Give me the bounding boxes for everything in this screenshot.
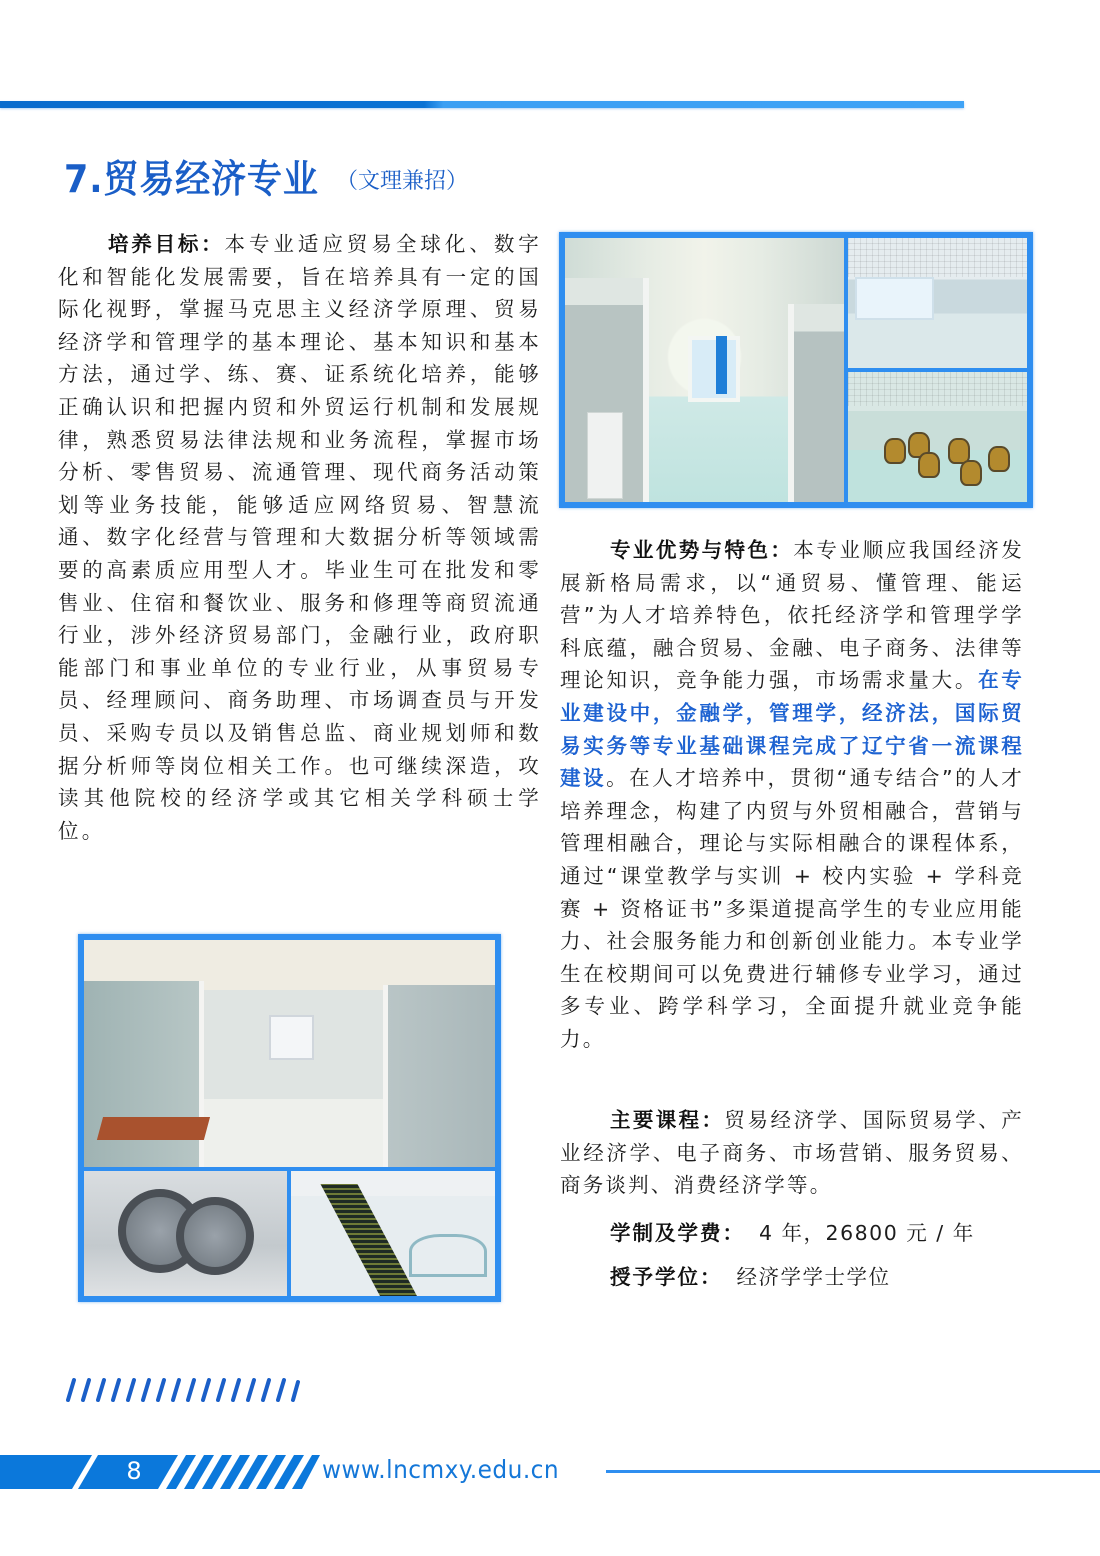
photo-escalator bbox=[291, 1171, 495, 1296]
advantages-highlight: 在专业建设中，金融学，管理学，经济法，国际贸易实务等专业基础课程完成了辽宁省一流课程建设 bbox=[560, 668, 1024, 791]
major-title: 7.贸易经济专业 bbox=[64, 157, 319, 201]
courses-label: 主要课程： bbox=[610, 1108, 725, 1132]
training-goal-paragraph bbox=[58, 228, 542, 847]
photo-collage-top bbox=[559, 232, 1033, 508]
degree-row bbox=[610, 1260, 891, 1290]
major-subtitle: （文理兼招） bbox=[335, 169, 468, 194]
advantages-label: 专业优势与特色： bbox=[610, 538, 794, 562]
website-url: www.lncmxy.edu.cn bbox=[322, 1455, 560, 1484]
duration-fee-row bbox=[610, 1216, 975, 1246]
duration-fee-value: 4 年，26800 元 / 年 bbox=[759, 1221, 975, 1245]
advantages-text-after: 。在人才培养中，贯彻“通专结合”的人才培养理念，构建了内贸与外贸相融合，营销与管理相融合，理论与实际相融合的课程体系，通过“课堂教学与实训 + 校内实验 + 学科竞赛 + 资格证书”多渠道提高学生的专业应用能力、社会服务能力和创新创业能力。本专业学生在校期间可以免费进行辅修专业学习，通过多专业、跨学科学习，全面提升就业竞争能力。 bbox=[560, 766, 1024, 1051]
photo-dormitory-room bbox=[565, 238, 844, 502]
training-goal-text: 本专业适应贸易全球化、数字化和智能化发展需要，旨在培养具有一定的国际化视野，掌握马克思主义经济学原理、贸易经济学和管理学的基本理论、基本知识和基本方法，通过学、练、赛、证系统化培养，能够正确认识和把握内贸和外贸运行机制和发展规律，熟悉贸易法律法规和业务流程，掌握市场分析、零售贸易、流通管理、现代商务活动策划等业务技能，能够适应网络贸易、智慧流通、数字化经营与管理和大数据分析等领域需要的高素质应用型人才。毕业生可在批发和零售业、住宿和餐饮业、服务和修理等商贸流通行业，涉外经济贸易部门，金融行业，政府职能部门和事业单位的专业行业，从事贸易专员、经理顾问、商务助理、市场调查员与开发员、采购专员以及销售总监、商业规划师和数据分析师等岗位相关工作。也可继续深造，攻读其他院校的经济学或其它相关学科硕士学位。 bbox=[58, 232, 543, 843]
slash-decoration bbox=[60, 1378, 300, 1402]
photo-laundry bbox=[84, 1171, 287, 1296]
footer-rule bbox=[606, 1470, 1100, 1473]
top-accent-bar bbox=[0, 101, 964, 108]
footer-stripe-graphic bbox=[0, 1453, 320, 1491]
photo-lobby bbox=[848, 238, 1027, 368]
photo-collage-bottom bbox=[78, 934, 501, 1302]
courses-paragraph bbox=[560, 1104, 1024, 1202]
training-goal-label: 培养目标： bbox=[108, 232, 225, 256]
page-title bbox=[64, 148, 468, 203]
courses-text: 贸易经济学、国际贸易学、产业经济学、电子商务、市场营销、服务贸易、商务谈判、消费经济学等。 bbox=[560, 1108, 1025, 1198]
degree-label: 授予学位： bbox=[610, 1265, 723, 1289]
duration-fee-label: 学制及学费： bbox=[610, 1221, 745, 1245]
page-footer bbox=[0, 1453, 1100, 1491]
advantages-text: 本专业顺应我国经济发展新格局需求，以“通贸易、懂管理、能运营”为人才培养特色，依托经济学和管理学学科底蕴，融合贸易、金融、电子商务、法律等理论知识，竞争能力强，市场需求量大。 bbox=[560, 538, 1025, 693]
photo-dormitory-loft bbox=[84, 940, 495, 1167]
page-number: 8 bbox=[126, 1457, 142, 1485]
degree-value: 经济学学士学位 bbox=[736, 1265, 891, 1289]
photo-lounge bbox=[848, 372, 1027, 502]
advantages-paragraph bbox=[560, 534, 1024, 1056]
